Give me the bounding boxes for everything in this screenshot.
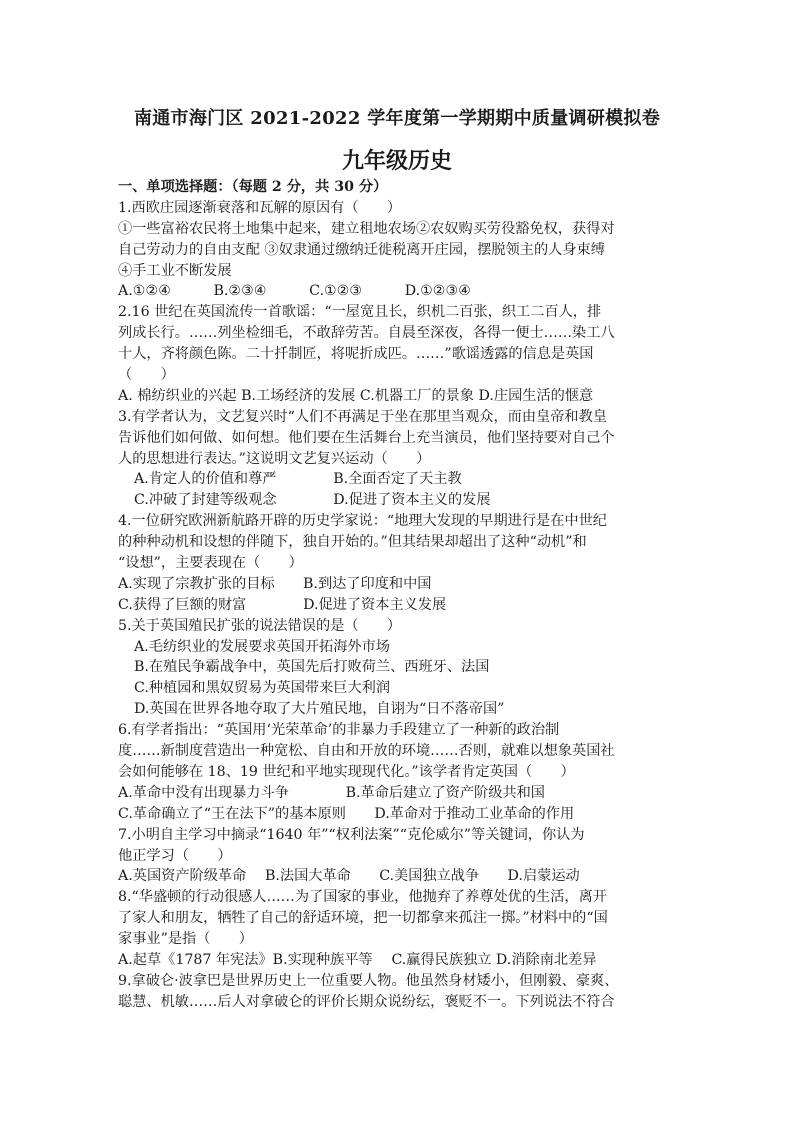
question-7-stem: 7.小明自主学习中摘录“1640 年”“权利法案”“克伦威尔”等关键词，你认为 [118, 826, 585, 843]
question-6-stem: 6.有学者指出：“英国用‘光荣革命’的非暴力手段建立了一种新的政治制 [118, 722, 560, 739]
question-5-option-b: B.在殖民争霸战争中，英国先后打败荷兰、西班牙、法国 [134, 659, 490, 676]
question-8-stem: 8.“华盛顿的行动很感人……为了国家的事业，他抛弃了养尊处优的生活，离开 [118, 889, 607, 906]
question-6-option-cd: C.革命确立了“王在法下”的基本原则 D.革命对于推动工业革命的作用 [118, 805, 575, 822]
question-3-stem: 3.有学者认为，文艺复兴时“人们不再满足于坐在那里当观众，而由皇帝和教皇 [118, 408, 607, 425]
question-9-text: 聪慧、机敏……后人对拿破仑的评价长期众说纷纭，褒贬不一。下列说法不符合 [118, 993, 615, 1010]
section-heading: 一、单项选择题：（每题 2 分，共 30 分） [118, 179, 388, 195]
question-3-option-ab: A.肯定人的价值和尊严 B.全面否定了天主教 [134, 471, 462, 488]
question-2-stem: 2.16 世纪在英国流传一首歌谣：“一屋宽且长，织机二百张，织工二百人，排 [118, 304, 602, 321]
question-1-text: 自己劳动力的自由支配 ③奴隶通过缴纳迁徙税离开庄园，摆脱领主的人身束缚 [118, 241, 605, 258]
question-6-text: 会如何能够在 18、19 世纪和平地实现现代化。”该学者肯定英国（ ） [118, 763, 575, 780]
question-4-stem: 4.一位研究欧洲新航路开辟的历史学家说：“地理大发现的早期进行是在中世纪 [118, 513, 607, 530]
question-2-options: A. 棉纺织业的兴起 B.工场经济的发展 C.机器工厂的景象 D.庄园生活的惬意 [118, 387, 594, 404]
question-7-text: 他正学习（ ） [118, 847, 232, 864]
question-6-option-ab: A.革命中没有出现暴力斗争 B.革命后建立了资产阶级共和国 [118, 784, 545, 801]
exam-subtitle: 九年级历史 [341, 148, 452, 174]
question-4-text: 的种种动机和设想的伴随下，独自开始的。”但其结果却超出了这种“动机”和 [118, 534, 587, 551]
question-6-text: 度……新制度营造出一种宽松、自由和开放的环境……否则，就难以想象英国社 [118, 743, 615, 760]
exam-title: 南通市海门区 2021-2022 学年度第一学期期中质量调研模拟卷 [133, 108, 661, 129]
question-2-text: 十人，齐将颜色陈。二十扦制匠，将呢折成匹。……”歌谣透露的信息是英国 [118, 346, 594, 363]
question-3-text: 人的思想进行表达。”这说明文艺复兴运动（ ） [118, 450, 431, 467]
question-4-option-cd: C.获得了巨额的财富 D.促进了资本主义发展 [118, 596, 447, 613]
question-2-text: 列成长行。……列坐检细毛，不敢辞劳苦。自晨至深夜，各得一便士……染工八 [118, 325, 615, 342]
question-3-option-cd: C.冲破了封建等级观念 D.促进了资本主义的发展 [134, 492, 491, 509]
question-1-text: ④手工业不断发展 [118, 262, 232, 279]
question-3-text: 告诉他们如何做、如何想。他们要在生活舞台上充当演员，他们坚持要对自己个 [118, 429, 615, 446]
question-8-text: 家事业”是指（ ） [118, 931, 253, 948]
question-7-options: A.英国资产阶级革命 B.法国大革命 C.美国独立战争 D.启蒙运动 [118, 868, 580, 885]
question-5-option-d: D.英国在世界各地夺取了大片殖民地，自诩为“日不落帝国” [134, 701, 505, 718]
exam-body [118, 177, 678, 1013]
question-5-option-a: A.毛纺织业的发展要求英国开拓海外市场 [134, 638, 390, 655]
question-1-stem: 1.西欧庄园逐渐衰落和瓦解的原因有（ ） [118, 199, 402, 216]
question-8-options: A.起草《1787 年宪法》B.实现种族平等 C.赢得民族独立 D.消除南北差异 [118, 951, 597, 968]
question-1-text: ①一些富裕农民将土地集中起来，建立租地农场②农奴购买劳役豁免权，获得对 [118, 220, 615, 237]
question-5-stem: 5.关于英国殖民扩张的说法错误的是（ ） [118, 617, 402, 634]
question-4-option-ab: A.实现了宗教扩张的目标 B.到达了印度和中国 [118, 575, 432, 592]
question-8-text: 了家人和朋友，牺牲了自己的舒适环境，把一切都拿来孤注一掷。”材料中的“国 [118, 910, 608, 927]
question-2-text: （ ） [118, 367, 175, 384]
question-5-option-c: C.种植园和黑奴贸易为英国带来巨大利润 [134, 680, 391, 697]
question-4-text: “设想”，主要表现在（ ） [118, 555, 303, 572]
question-1-options: A.①②④ B.②③④ C.①②③ D.①②③④ [118, 283, 471, 300]
question-9-stem: 9.拿破仑·波拿巴是世界历史上一位重要人物。他虽然身材矮小，但刚毅、豪爽、 [118, 972, 619, 989]
